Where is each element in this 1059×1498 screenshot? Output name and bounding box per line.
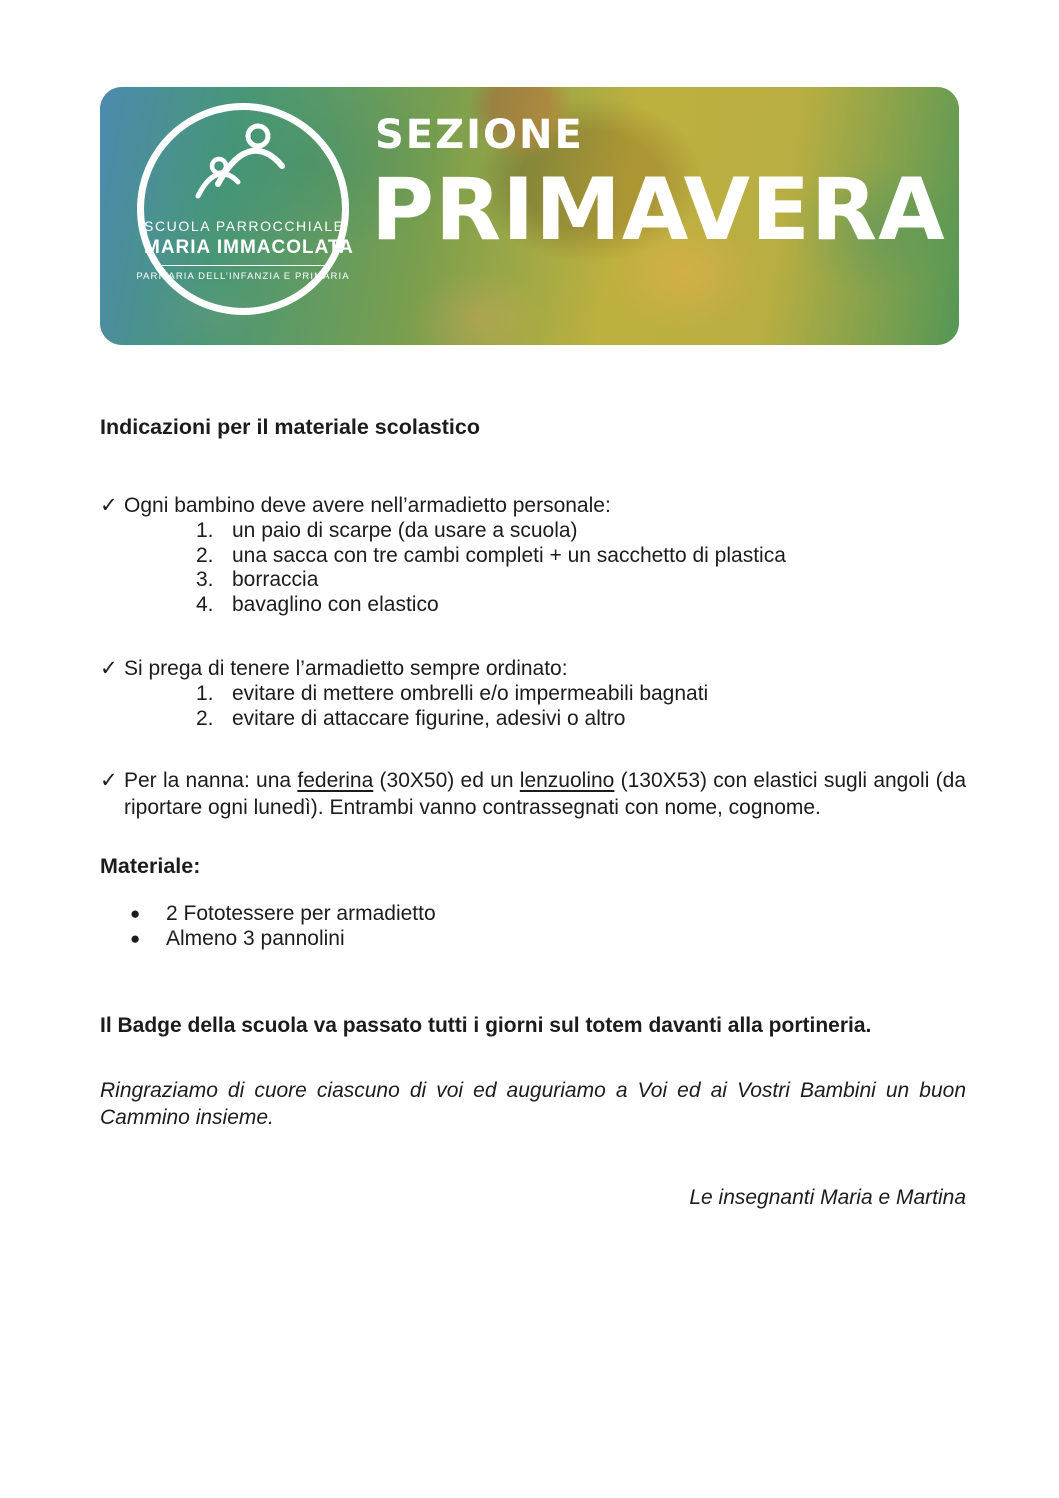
badge-note: Il Badge della scuola va passato tutti i giorni sul totem davanti alla portineria. (100, 1013, 872, 1037)
list-item (196, 707, 966, 732)
logo-divider (158, 265, 328, 266)
list-item-text: evitare di attaccare figurine, adesivi o altro (232, 706, 626, 730)
list-item-text: un paio di scarpe (da usare a scuola) (232, 519, 578, 542)
section-heading-materiale-scolastico: Indicazioni per il materiale scolastico (100, 415, 480, 439)
checklist-armadietto-lead: Ogni bambino deve avere nell’armadietto personale: (124, 494, 611, 517)
school-logo (136, 103, 354, 315)
list-item (196, 544, 966, 569)
nanna-text-part2: (30X50) ed un (373, 769, 520, 792)
list-number: 2. (196, 706, 214, 730)
header-banner (100, 87, 959, 345)
bullet-icon: ● (130, 929, 141, 948)
nanna-underlined-federina: federina (297, 769, 374, 792)
list-item-text: una sacca con tre cambi completi + un sacchetto di plastica (232, 543, 786, 567)
ordine-items (100, 682, 966, 731)
nanna-underlined-lenzuolino: lenzuolino (519, 769, 615, 792)
check-icon: ✓ (100, 657, 118, 680)
logo-figures-icon (182, 118, 304, 214)
list-item-text: borraccia (232, 568, 319, 591)
list-item (196, 593, 966, 618)
signature: Le insegnanti Maria e Martina (689, 1185, 966, 1209)
logo-school-name: MARIA IMMACOLATA (144, 237, 354, 258)
nanna-text-part3: (130X53) con elastici sugli angoli (da riportare ogni lunedì). Entrambi vanno contrassegnati con nome, cognome. (124, 769, 966, 819)
materials-items (100, 901, 966, 952)
list-number: 2. (196, 543, 214, 567)
list-item (196, 682, 966, 707)
list-number: 1. (196, 682, 214, 705)
logo-school-type: SCUOLA PARROCCHIALE (144, 218, 345, 234)
list-item (196, 519, 966, 544)
list-number: 1. (196, 519, 214, 542)
checklist-armadietto (100, 492, 966, 519)
checklist-ordine (100, 655, 966, 682)
banner-title-primavera: PRIMAVERA (371, 160, 946, 260)
checklist-nanna (100, 767, 966, 821)
banner-title-sezione: SEZIONE (375, 112, 584, 158)
armadietto-items (100, 519, 966, 617)
list-item-text: 2 Fototessere per armadietto (166, 901, 436, 925)
list-item-text: bavaglino con elastico (232, 592, 439, 616)
thanks-paragraph: Ringraziamo di cuore ciascuno di voi ed auguriamo a Voi ed ai Vostri Bambini un buon Cammino insieme. (100, 1078, 966, 1129)
document-content (100, 414, 966, 1232)
list-number: 4. (196, 592, 214, 616)
nanna-text-part1: Per la nanna: una (124, 769, 298, 792)
bullet-icon: ● (130, 903, 141, 923)
logo-school-subtitle: PARITARIA DELL’INFANZIA E PRIMARIA (136, 271, 350, 282)
check-icon: ✓ (100, 769, 118, 792)
list-item (196, 568, 966, 593)
list-item-text: Almeno 3 pannolini (166, 927, 345, 950)
checklist-ordine-lead: Si prega di tenere l’armadietto sempre ordinato: (124, 657, 568, 680)
list-item-text: evitare di mettere ombrelli e/o impermeabili bagnati (232, 682, 709, 705)
list-number: 3. (196, 568, 214, 591)
list-item (130, 926, 966, 952)
list-item (130, 901, 966, 927)
check-icon: ✓ (100, 494, 118, 517)
checklist-nanna-text (124, 767, 966, 821)
section-heading-materiale: Materiale: (100, 854, 201, 878)
